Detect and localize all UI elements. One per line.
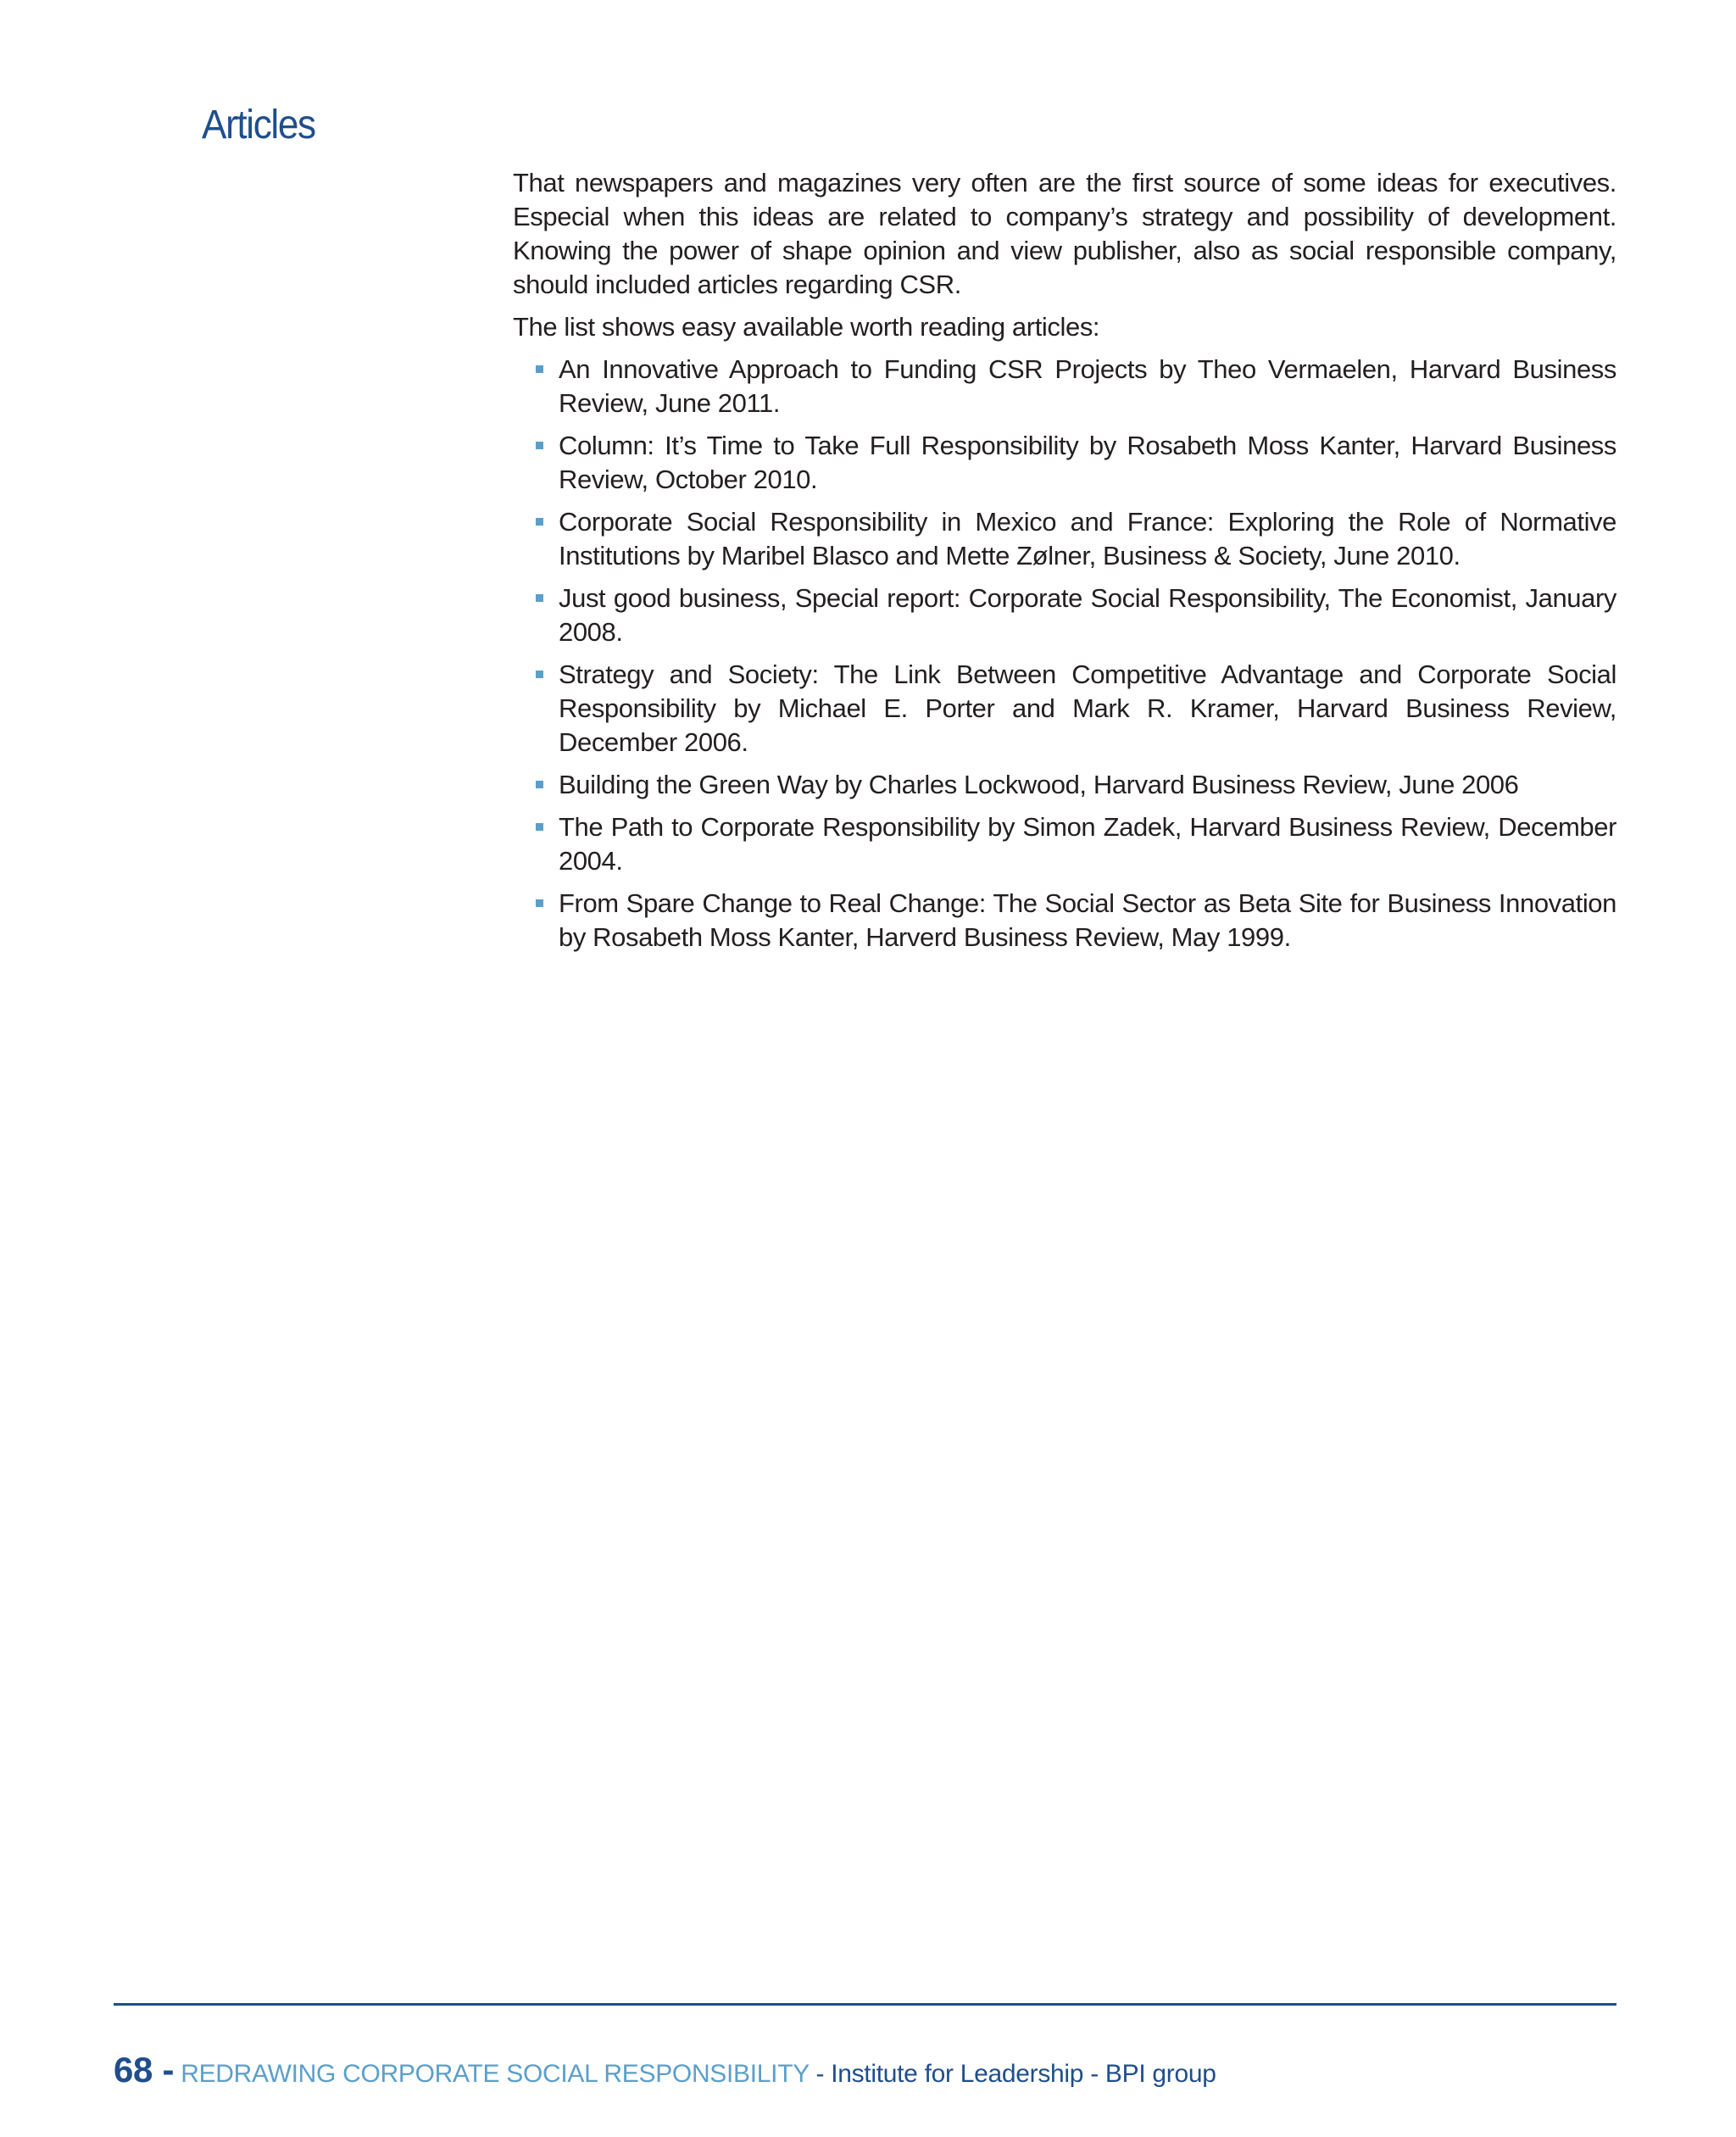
square-bullet-icon [536,442,543,449]
square-bullet-icon [536,365,543,373]
article-text: Building the Green Way by Charles Lockwood, Harvard Business Review, June 2006 [559,770,1519,799]
section-body [513,166,1616,963]
article-text: Strategy and Society: The Link Between Competitive Advantage and Corporate Social Responsibility by Michael E. Porter and Mark R. Kramer, Harvard Business Review, December 2006. [559,659,1616,757]
square-bullet-icon [536,899,543,907]
list-item [513,505,1616,573]
square-bullet-icon [536,823,543,831]
footer-institute: Institute for Leadership - BPI group [831,2060,1216,2088]
footer-document-title: REDRAWING CORPORATE SOCIAL RESPONSIBILITY [181,2060,810,2088]
square-bullet-icon [536,781,543,788]
page-number: 68 - [114,2050,175,2090]
article-text: An Innovative Approach to Funding CSR Projects by Theo Vermaelen, Harvard Business Review, June 2011. [559,354,1616,418]
list-item [513,353,1616,420]
square-bullet-icon [536,671,543,678]
intro-paragraph: That newspapers and magazines very often are the first source of some ideas for executives. Especial when this ideas are related to company’s strategy and possibility of development. Knowing the power of shape opinion and view publisher, also as social responsible company, should included articles regarding CSR. [513,168,1616,299]
list-lead-text: The list shows easy available worth reading articles: [513,312,1100,342]
footer-divider [114,2003,1616,2006]
article-text: Column: It’s Time to Take Full Responsibility by Rosabeth Moss Kanter, Harvard Business Review, October 2010. [559,431,1616,494]
article-text: Corporate Social Responsibility in Mexico and France: Exploring the Role of Normative Institutions by Maribel Blasco and Mette Zølner, Business & Society, June 2010. [559,507,1616,570]
list-item [513,768,1616,802]
article-text: The Path to Corporate Responsibility by Simon Zadek, Harvard Business Review, December 2004. [559,812,1616,876]
square-bullet-icon [536,594,543,602]
section-heading: Articles [202,103,315,147]
list-item [513,810,1616,878]
square-bullet-icon [536,518,543,526]
footer-separator: - [809,2060,832,2088]
list-item [513,429,1616,497]
article-text: Just good business, Special report: Corporate Social Responsibility, The Economist, January 2008. [559,583,1616,647]
list-item [513,658,1616,760]
list-item [513,582,1616,649]
article-text: From Spare Change to Real Change: The Social Sector as Beta Site for Business Innovation by Rosabeth Moss Kanter, Harverd Business Review, May 1999. [559,888,1616,952]
list-item [513,887,1616,954]
article-list [513,353,1616,954]
page-footer [114,2050,1216,2095]
